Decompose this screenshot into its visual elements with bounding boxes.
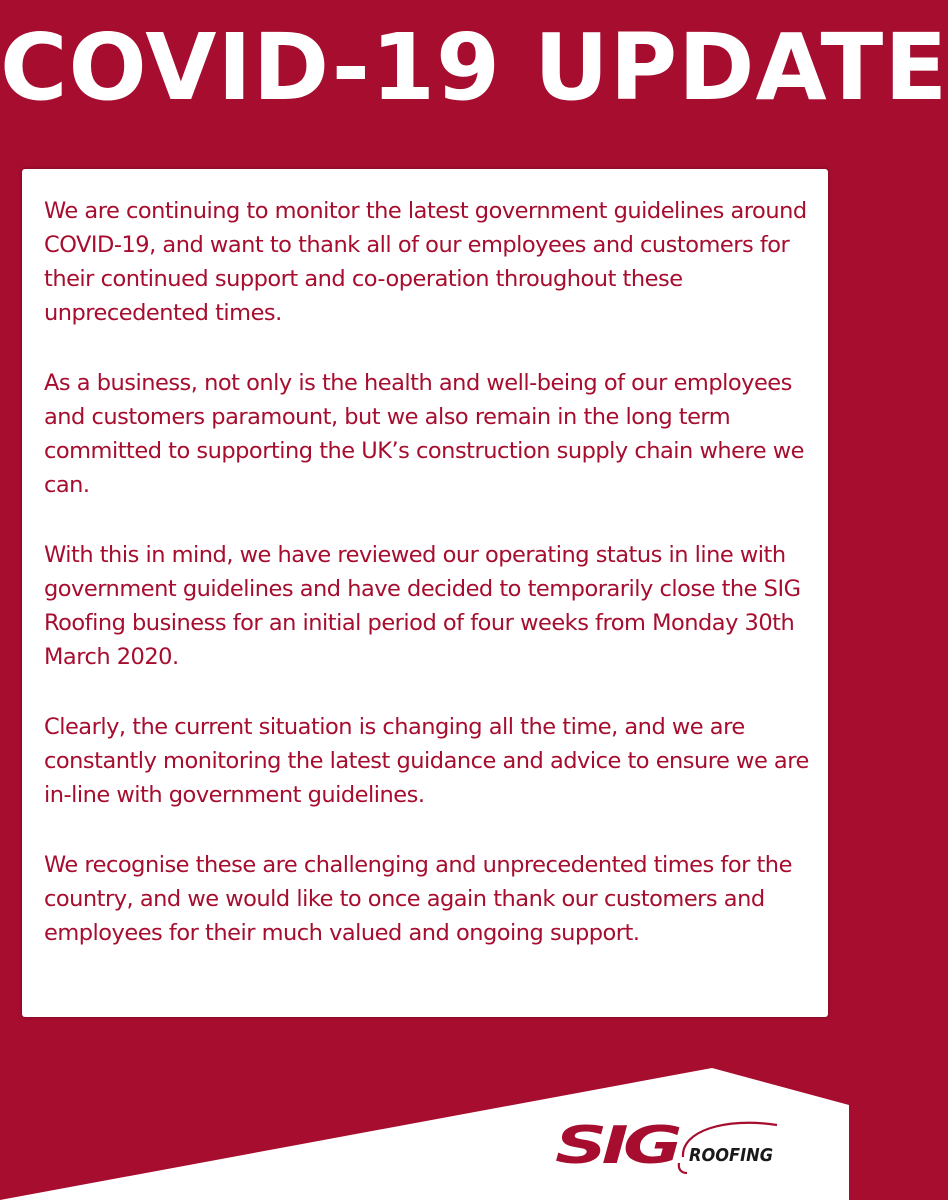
paragraph-4: Clearly, the current situation is changing all the time, and we are constantly monitoring the latest guidance and advice to ensure we are in-line with government guidelines.: [44, 714, 809, 808]
paragraph-5: We recognise these are challenging and unprecedented times for the country, and we would like to once again thank our customers and employees for their much valued and ongoing support.: [44, 852, 792, 946]
logo-division: ROOFING: [689, 1145, 773, 1166]
page-title: COVID-19 UPDATE: [0, 14, 948, 121]
logo-brand: SIG: [555, 1116, 681, 1176]
paragraph-3: With this in mind, we have reviewed our operating status in line with government guidelines and have decided to temporarily close the SIG Roofing business for an initial period of four weeks from Monday 30th March 2020.: [44, 542, 801, 670]
paragraph-2: As a business, not only is the health and well-being of our employees and customers paramount, but we also remain in the long term committed to supporting the UK’s construction supply chain where we can.: [44, 370, 804, 498]
paragraph-1: We are continuing to monitor the latest government guidelines around COVID-19, and want to thank all of our employees and customers for their continued support and co-operation throughout these unprecedented times.: [44, 198, 807, 326]
sig-roofing-logo: [555, 1113, 785, 1178]
